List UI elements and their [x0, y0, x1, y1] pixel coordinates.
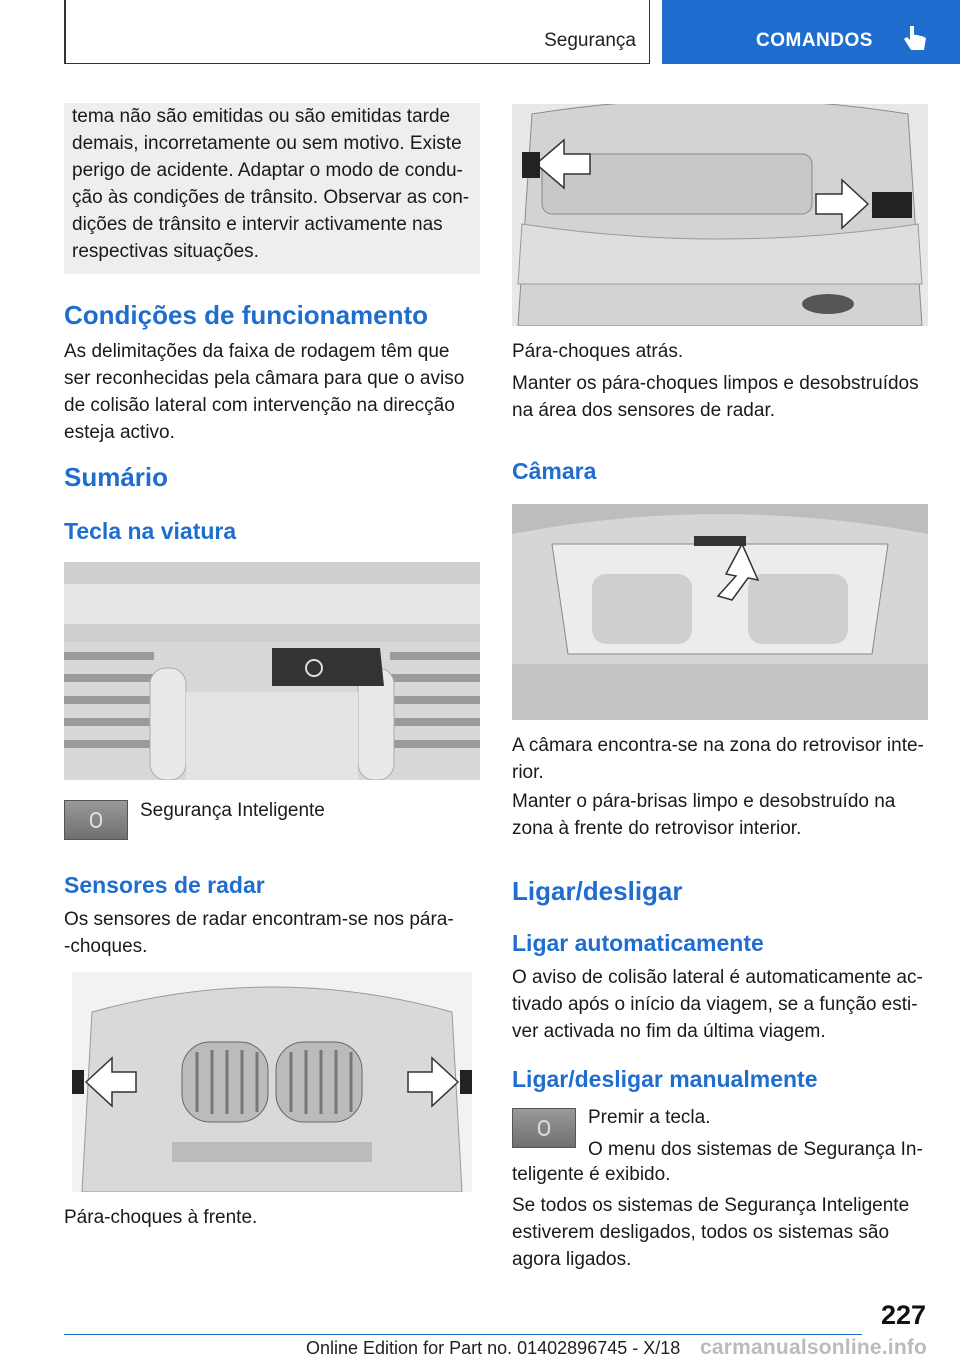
camera-image: [512, 504, 928, 720]
text-line: rior.: [512, 762, 544, 783]
page-number: 227: [880, 1300, 926, 1330]
header-tab-label: COMANDOS: [756, 30, 873, 51]
camera-text-2: [512, 788, 932, 842]
camera-text: [512, 732, 932, 786]
dashboard-illustration: [64, 562, 480, 780]
heading-camera: Câmara: [512, 458, 597, 484]
press-key-text: Premir a tecla.: [588, 1107, 711, 1128]
menu-text-line-2: teligente é exibido.: [512, 1164, 671, 1185]
text-line: ver activada no fim da última viagem.: [512, 1021, 826, 1042]
text-line: A câmara encontra-se na zona do retrovisor inte-: [512, 735, 924, 756]
rear-bumper-image: [512, 104, 928, 326]
text-line: na área dos sensores de radar.: [512, 400, 776, 421]
footer-rule: [64, 1334, 862, 1335]
menu-text-line-1: O menu dos sistemas de Segurança In-: [588, 1139, 923, 1160]
warning-line: ção às condições de trânsito. Observar as con-: [72, 187, 470, 208]
header-tab-comandos[interactable]: [662, 0, 960, 64]
conditions-text: [64, 338, 480, 446]
warning-box: [64, 103, 480, 274]
rear-car-illustration: [512, 104, 928, 326]
text-line: Os sensores de radar encontram-se nos pára-: [64, 909, 454, 930]
text-line: As delimitações da faixa de rodagem têm que: [64, 341, 450, 362]
camera-illustration: [512, 504, 928, 720]
text-line: Manter os pára-choques limpos e desobstruídos: [512, 373, 919, 394]
text-line: O aviso de colisão lateral é automaticamente ac-: [512, 967, 923, 988]
text-line: tivado após o início da viagem, se a função esti-: [512, 994, 918, 1015]
header-section-title: Segurança: [544, 30, 636, 51]
heading-tecla: Tecla na viatura: [64, 518, 237, 544]
text-line: -choques.: [64, 936, 148, 957]
hand-pointer-icon: [902, 24, 928, 54]
front-car-illustration: [72, 972, 472, 1192]
heading-manual: Ligar/desligar manualmente: [512, 1066, 818, 1092]
watermark: carmanualsonline.info: [700, 1336, 928, 1359]
intelligent-safety-button-icon: [512, 1108, 576, 1148]
auto-text: [512, 964, 932, 1045]
text-line: Manter o pára-brisas limpo e desobstruído na: [512, 791, 896, 812]
warning-text: [72, 103, 476, 265]
warning-line: respectivas situações.: [72, 241, 259, 262]
text-line: ser reconhecidas pela câmara para que o aviso: [64, 368, 465, 389]
button-label: Segurança Inteligente: [140, 800, 325, 821]
heading-conditions: Condições de funcionamento: [64, 300, 429, 330]
safety-glyph-icon: [90, 812, 102, 828]
dashboard-button-image: [64, 562, 480, 780]
text-line: Se todos os sistemas de Segurança Inteligente: [512, 1195, 910, 1216]
heading-on-off: Ligar/desligar: [512, 876, 683, 906]
text-line: esteja activo.: [64, 422, 175, 443]
warning-line: dições de trânsito e intervir activamente nas: [72, 214, 443, 235]
all-systems-text: [512, 1192, 932, 1273]
intelligent-safety-button-icon: [64, 800, 128, 840]
text-line: zona à frente do retrovisor interior.: [512, 818, 802, 839]
heading-radar: Sensores de radar: [64, 872, 265, 898]
front-caption: Pára-choques à frente.: [64, 1207, 258, 1228]
radar-text: [64, 906, 480, 960]
rear-text: [512, 370, 932, 424]
text-line: estiverem desligados, todos os sistemas são: [512, 1222, 890, 1243]
front-bumper-image: [72, 972, 472, 1192]
heading-auto: Ligar automaticamente: [512, 930, 764, 956]
text-line: de colisão lateral com intervenção na direcção: [64, 395, 455, 416]
rear-caption: Pára-choques atrás.: [512, 341, 684, 362]
heading-sumario: Sumário: [64, 462, 169, 492]
warning-line: demais, incorretamente ou sem motivo. Existe: [72, 133, 462, 154]
warning-line: perigo de acidente. Adaptar o modo de condu-: [72, 160, 463, 181]
text-line: agora ligados.: [512, 1249, 632, 1270]
safety-glyph-icon: [538, 1120, 550, 1136]
warning-line: tema não são emitidas ou são emitidas tarde: [72, 106, 451, 127]
footer-edition: Online Edition for Part no. 01402896745 - X/18: [306, 1338, 681, 1358]
